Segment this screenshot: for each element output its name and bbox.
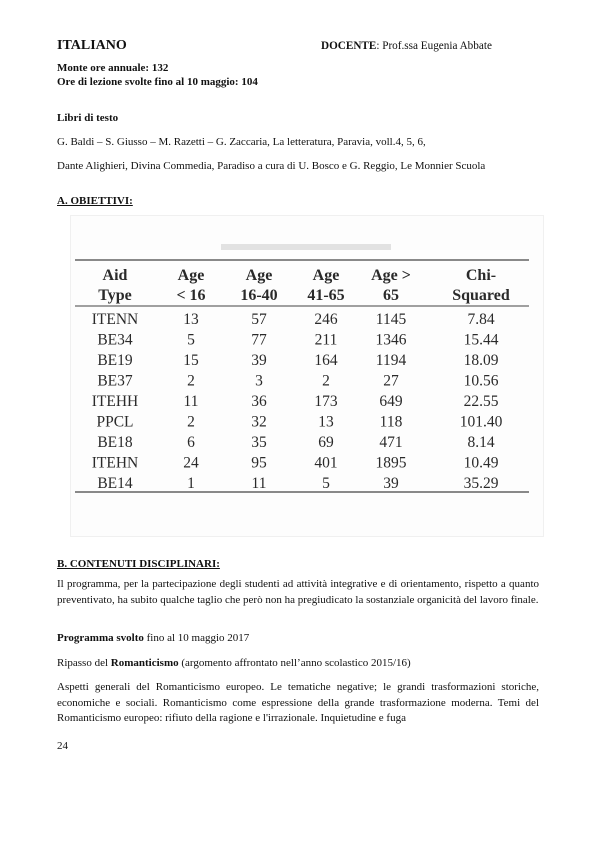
table-header-cell: Age [177,267,205,284]
table-header-cell: 65 [383,287,399,304]
table-row-label: ITEHH [91,393,139,410]
textbook-item: Dante Alighieri, Divina Commedia, Paradiso a cura di U. Bosco e G. Reggio, Le Monnier Scuola [57,160,486,172]
table-header-cell: Aid [102,267,128,284]
table-cell: 471 [379,434,403,451]
table-cell: 3 [255,372,263,390]
table-header-cell: < 16 [176,287,206,304]
section-b-title: B. CONTENUTI DISCIPLINARI: [57,558,220,570]
table-row-label: BE37 [97,372,133,390]
table-cell: 57 [251,311,267,328]
table-cell: 11 [183,393,199,410]
review-prefix: Ripasso del [57,657,111,669]
table-cell: 77 [251,331,267,349]
table-cell: 13 [183,311,199,328]
table-cell: 39 [383,475,399,492]
table-cell: 246 [314,311,338,328]
textbook-item: G. Baldi – S. Giusso – M. Razetti – G. Zaccaria, La letteratura, Paravia, voll.4, 5, 6, [57,136,426,148]
table-header-cell: 16-40 [240,287,278,304]
table-cell: 36 [251,393,267,410]
table-cell: 27 [383,372,399,390]
annual-hours: Monte ore annuale: 132 [57,62,169,74]
hours-block [57,61,258,89]
table-cell: 10.56 [463,372,499,390]
program-label: Programma svolto [57,632,144,644]
table-cell: 5 [187,331,195,349]
table-row-label: ITENN [91,311,139,328]
table-cell: 35 [251,434,267,451]
subject-title: ITALIANO [57,38,127,53]
aspects-paragraph [57,680,539,727]
teacher-line [321,40,492,52]
program-line [57,632,249,644]
program-intro [57,577,539,608]
table-cell: 173 [314,393,338,410]
table-cell: 22.55 [463,393,499,410]
table-cell: 1346 [375,331,407,349]
table-row-label: BE18 [97,434,133,451]
table-cell: 101.40 [459,413,503,431]
table-cell: 18.09 [463,352,499,369]
table-cell: 13 [318,413,334,431]
table-cell: 2 [187,413,195,431]
table-row-label: BE34 [97,331,133,349]
table-cell: 11 [251,475,267,492]
review-topic: Romanticismo [110,657,179,669]
program-date: fino al 10 maggio 2017 [143,632,250,644]
table-cell: 211 [314,331,338,349]
table-row-label: ITEHN [91,454,139,472]
table-cell: 118 [379,413,403,431]
table-row-label: PPCL [96,413,134,431]
teacher-label: DOCENTE [321,40,377,52]
textbooks-title: Libri di testo [57,112,119,124]
data-table-figure [70,215,544,537]
table-cell: 1895 [375,454,407,472]
table-row-label: BE14 [97,475,133,492]
table-cell: 15 [183,352,199,369]
table-cell: 10.49 [463,454,499,472]
table-cell: 1194 [375,352,407,369]
table-header-cell: Age [312,267,340,284]
table-cell: 5 [322,475,330,492]
table-cell: 1145 [375,311,407,328]
table-cell: 24 [183,454,199,472]
table-row-label: BE19 [97,352,133,369]
table-cell: 649 [379,393,403,410]
table-cell: 164 [314,352,338,369]
table-cell: 39 [251,352,267,369]
table-header-cell: Chi- [465,267,497,284]
hours-done: Ore di lezione svolte fino al 10 maggio: 104 [57,76,258,88]
table-cell: 401 [314,454,338,472]
table-header-cell: Squared [452,287,510,304]
table-cell: 15.44 [463,331,499,349]
table-cell: 32 [251,413,267,431]
table-cell: 2 [187,372,195,390]
table-cell: 1 [187,475,195,492]
page-number: 24 [57,740,68,752]
table-cell: 7.84 [467,311,495,328]
table-cell: 2 [322,372,330,390]
table-header-cell: Age > [371,267,411,284]
table-cell: 8.14 [467,434,495,451]
table-cell: 95 [251,454,267,472]
cropped-caption [221,244,391,250]
table-header-cell: 41-65 [307,287,345,304]
data-table [71,216,543,536]
review-line [57,657,411,669]
section-a-title: A. OBIETTIVI: [57,195,133,207]
table-cell: 69 [318,434,334,451]
table-cell: 6 [187,434,195,451]
aspects-text: Aspetti generali del Romanticismo europeo. Le tematiche negative; le grandi trasformazioni storiche, economiche e sociali. Romanticismo come espressione della grande trasformazione moderna. Temi del Romanticismo europeo: rifiuto della ragione e l'irrazionale. Inquietudine e fuga [57,681,539,724]
table-cell: 35.29 [463,475,499,492]
teacher-name: : Prof.ssa Eugenia Abbate [376,40,492,52]
table-header-cell: Age [245,267,273,284]
review-note: (argomento affrontato nell’anno scolastico 2015/16) [178,657,411,669]
table-header-cell: Type [98,287,132,304]
program-intro-text: Il programma, per la partecipazione degli studenti ad attività integrative e di orientamento, rispetto a quanto preventivato, ha subito qualche taglio che però non ha pregiudicato la sostanziale organicità del lavoro finale. [57,578,539,606]
